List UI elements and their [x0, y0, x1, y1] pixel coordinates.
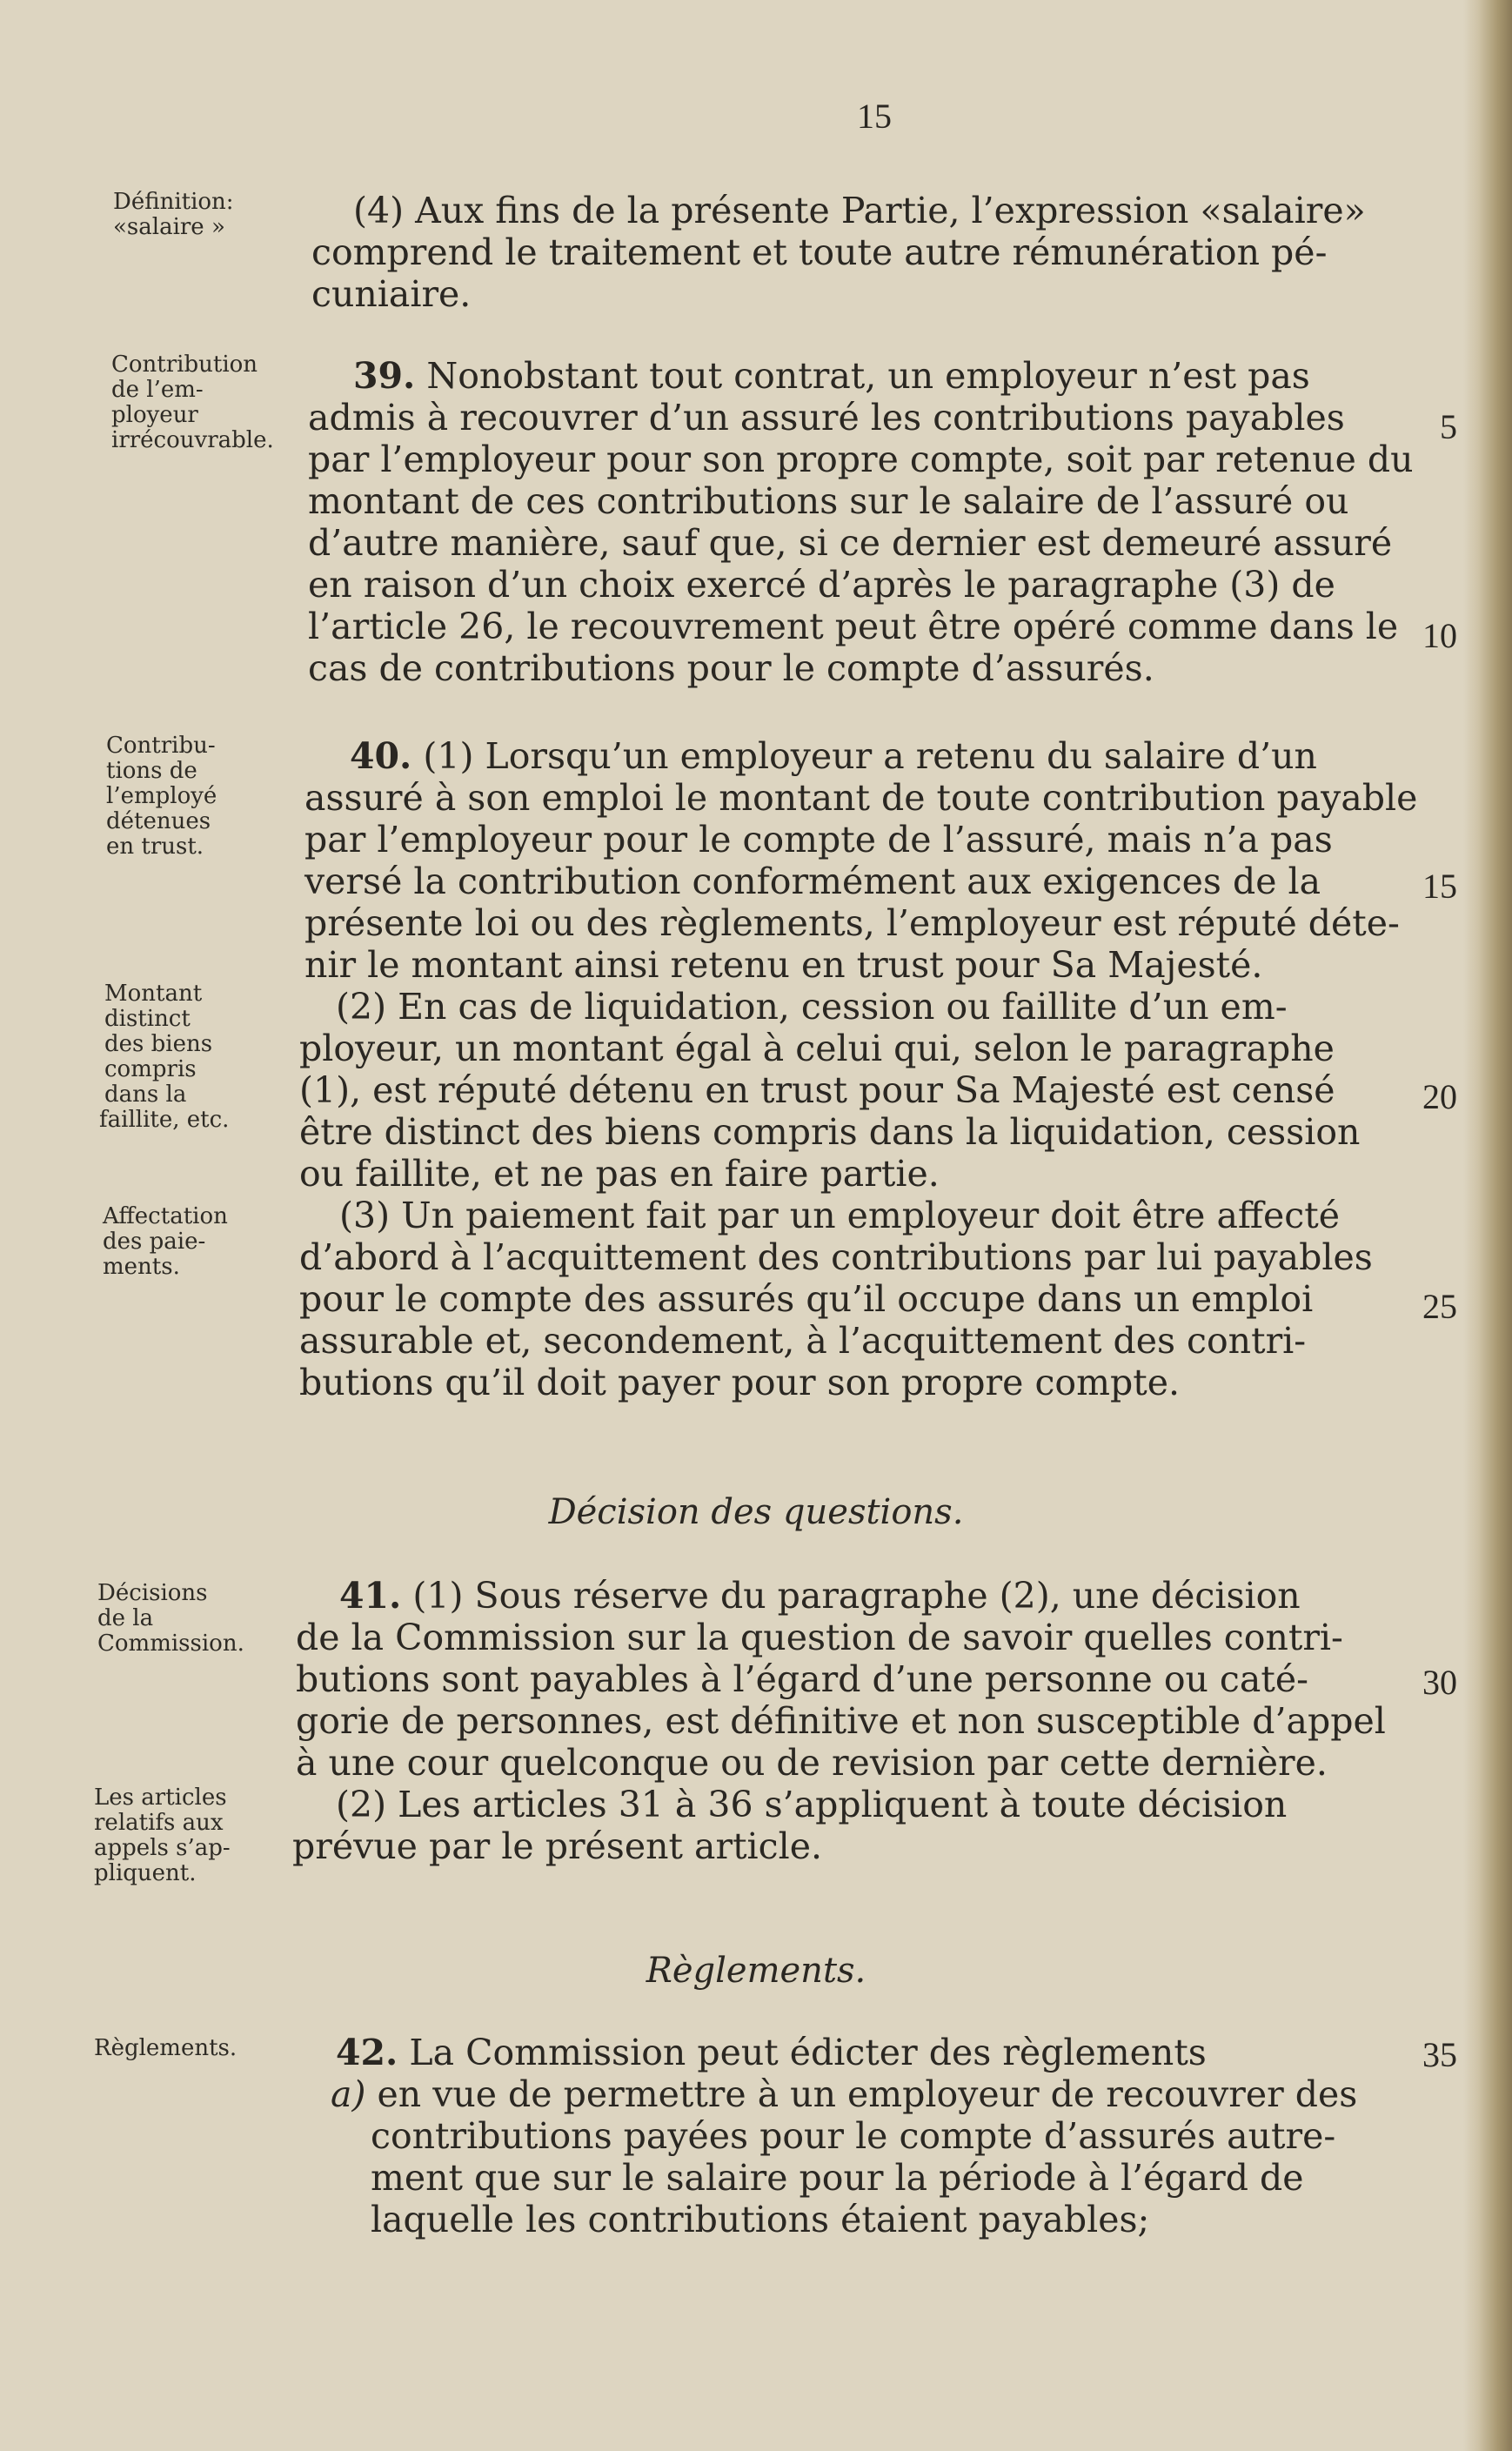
sidenote-line: l’employé: [106, 783, 217, 809]
line-number: 5: [1440, 407, 1457, 446]
section-number: 40.: [350, 735, 412, 777]
text-segment: (1) Lorsqu’un employeur a retenu du salaire d’un: [411, 735, 1317, 777]
text-line: [339, 1575, 1301, 1617]
text-line: gorie de personnes, est définitive et non susceptible d’appel: [296, 1700, 1386, 1742]
text-line: butions qu’il doit payer pour son propre compte.: [299, 1362, 1180, 1403]
page-number: 15: [857, 97, 892, 136]
text-line: versé la contribution conformément aux exigences de la: [304, 861, 1321, 902]
text-line: ou faillite, et ne pas en faire partie.: [299, 1153, 940, 1195]
sidenote-montant-distinct: [94, 981, 294, 1133]
text-line: (3) Un paiement fait par un employeur doit être affecté: [339, 1195, 1341, 1236]
text-line: cuniaire.: [311, 273, 472, 315]
sidenote-reglements: [94, 2036, 294, 2061]
sidenote-line: Affectation: [103, 1203, 228, 1229]
sidenote-line: Définition:: [113, 189, 234, 215]
sidenote-line: ployeur: [111, 402, 198, 428]
text-line: (2) En cas de liquidation, cession ou faillite d’un em-: [336, 986, 1288, 1028]
text-line: de la Commission sur la question de savoir quelles contri-: [296, 1617, 1343, 1658]
line-number: 20: [1422, 1077, 1457, 1116]
sidenote-line: détenues: [106, 808, 211, 834]
sidenote-line: relatifs aux: [94, 1810, 224, 1836]
text-line: prévue par le présent article.: [292, 1825, 823, 1867]
text-line: admis à recouvrer d’un assuré les contributions payables: [308, 397, 1345, 439]
sidenote-line: Règlements.: [94, 2035, 238, 2061]
section-number: 39.: [353, 355, 416, 397]
text-line: pour le compte des assurés qu’il occupe dans un emploi: [299, 1278, 1314, 1320]
text-line: butions sont payables à l’égard d’une personne ou caté-: [296, 1658, 1308, 1700]
text-line: nir le montant ainsi retenu en trust pour Sa Majesté.: [304, 944, 1263, 986]
sidenote-contributions-detenues: [94, 733, 294, 860]
sidenote-articles-appels: [94, 1785, 294, 1886]
sidenote-line: distinct: [104, 1006, 191, 1032]
text-line: (1), est réputé détenu en trust pour Sa Majesté est censé: [299, 1069, 1335, 1111]
sidenote-line: «salaire »: [113, 214, 225, 240]
text-segment: (1) Sous réserve du paragraphe (2), une décision: [401, 1575, 1301, 1617]
text-line: présente loi ou des règlements, l’employeur est réputé déte-: [304, 902, 1400, 944]
sidenote-line: Contribu-: [106, 733, 216, 759]
sidenote-definition: [94, 190, 294, 240]
sidenote-line: dans la: [104, 1082, 187, 1108]
section-number: 42.: [336, 2032, 398, 2073]
text-line: ployeur, un montant égal à celui qui, selon le paragraphe: [299, 1028, 1335, 1069]
text-line: [353, 355, 1310, 397]
text-line: d’abord à l’acquittement des contributions par lui payables: [299, 1236, 1373, 1278]
text-line: cas de contributions pour le compte d’assurés.: [308, 647, 1154, 689]
line-number: 10: [1422, 616, 1457, 655]
text-segment: en vue de permettre à un employeur de recouvrer des: [365, 2073, 1358, 2115]
text-line: laquelle les contributions étaient payables;: [371, 2199, 1150, 2240]
sidenote-line: appels s’ap-: [94, 1835, 231, 1861]
heading-reglements: Règlements.: [646, 1951, 866, 1991]
sidenote-decisions-commission: [94, 1581, 294, 1657]
text-segment: La Commission peut édicter des règlements: [398, 2032, 1207, 2073]
sidenote-affectation: [94, 1204, 294, 1280]
text-line: l’article 26, le recouvrement peut être opéré comme dans le: [308, 606, 1399, 647]
page-edge: [1463, 0, 1512, 2451]
text-line: d’autre manière, sauf que, si ce dernier est demeuré assuré: [308, 522, 1393, 564]
text-line: par l’employeur pour le compte de l’assuré, mais n’a pas: [304, 819, 1333, 861]
sidenote-line: Les articles: [94, 1785, 227, 1811]
sidenote-line: tions de: [106, 758, 197, 784]
sidenote-line: Montant: [104, 981, 203, 1007]
sidenote-line: Contribution: [111, 352, 258, 378]
sidenote-line: de la: [97, 1605, 154, 1631]
sidenote-line: pliquent.: [94, 1860, 197, 1886]
sidenote-line: compris: [104, 1056, 197, 1082]
text-segment: Nonobstant tout contrat, un employeur n’est pas: [415, 355, 1310, 397]
text-line: assuré à son emploi le montant de toute contribution payable: [304, 777, 1418, 819]
sidenote-line: en trust.: [106, 834, 204, 860]
text-line: être distinct des biens compris dans la liquidation, cession: [299, 1111, 1361, 1153]
text-line: assurable et, secondement, à l’acquittement des contri-: [299, 1320, 1307, 1362]
text-line: [336, 2032, 1207, 2073]
list-item-a: [331, 2073, 1357, 2115]
line-number: 30: [1422, 1663, 1457, 1702]
sidenote-contribution-employeur: [94, 352, 294, 453]
sidenote-line: irrécouvrable.: [111, 427, 274, 453]
sidenote-line: Commission.: [97, 1631, 244, 1657]
item-label: a): [331, 2073, 366, 2115]
text-line: comprend le traitement et toute autre rémunération pé-: [311, 231, 1328, 273]
text-line: en raison d’un choix exercé d’après le paragraphe (3) de: [308, 564, 1335, 606]
line-number: 15: [1422, 867, 1457, 906]
text-line: montant de ces contributions sur le salaire de l’assuré ou: [308, 480, 1349, 522]
sidenote-line: de l’em-: [111, 377, 204, 403]
sidenote-line: Décisions: [97, 1580, 208, 1606]
heading-decision-des-questions: Décision des questions.: [548, 1492, 964, 1532]
sidenote-line: faillite, etc.: [99, 1107, 230, 1133]
section-number: 41.: [339, 1575, 402, 1617]
text-line: contributions payées pour le compte d’assurés autre-: [371, 2115, 1336, 2157]
text-line: à une cour quelconque ou de revision par cette dernière.: [296, 1742, 1328, 1784]
text-line: [350, 735, 1317, 777]
text-line: (4) Aux fins de la présente Partie, l’expression «salaire»: [353, 190, 1366, 231]
text-line: par l’employeur pour son propre compte, soit par retenue du: [308, 439, 1414, 480]
text-line: ment que sur le salaire pour la période à l’égard de: [371, 2157, 1304, 2199]
sidenote-line: ments.: [103, 1254, 180, 1280]
line-number: 25: [1422, 1287, 1457, 1326]
sidenote-line: des paie-: [103, 1229, 206, 1255]
line-number: 35: [1422, 2035, 1457, 2074]
text-line: (2) Les articles 31 à 36 s’appliquent à toute décision: [336, 1784, 1288, 1825]
sidenote-line: des biens: [104, 1031, 213, 1057]
